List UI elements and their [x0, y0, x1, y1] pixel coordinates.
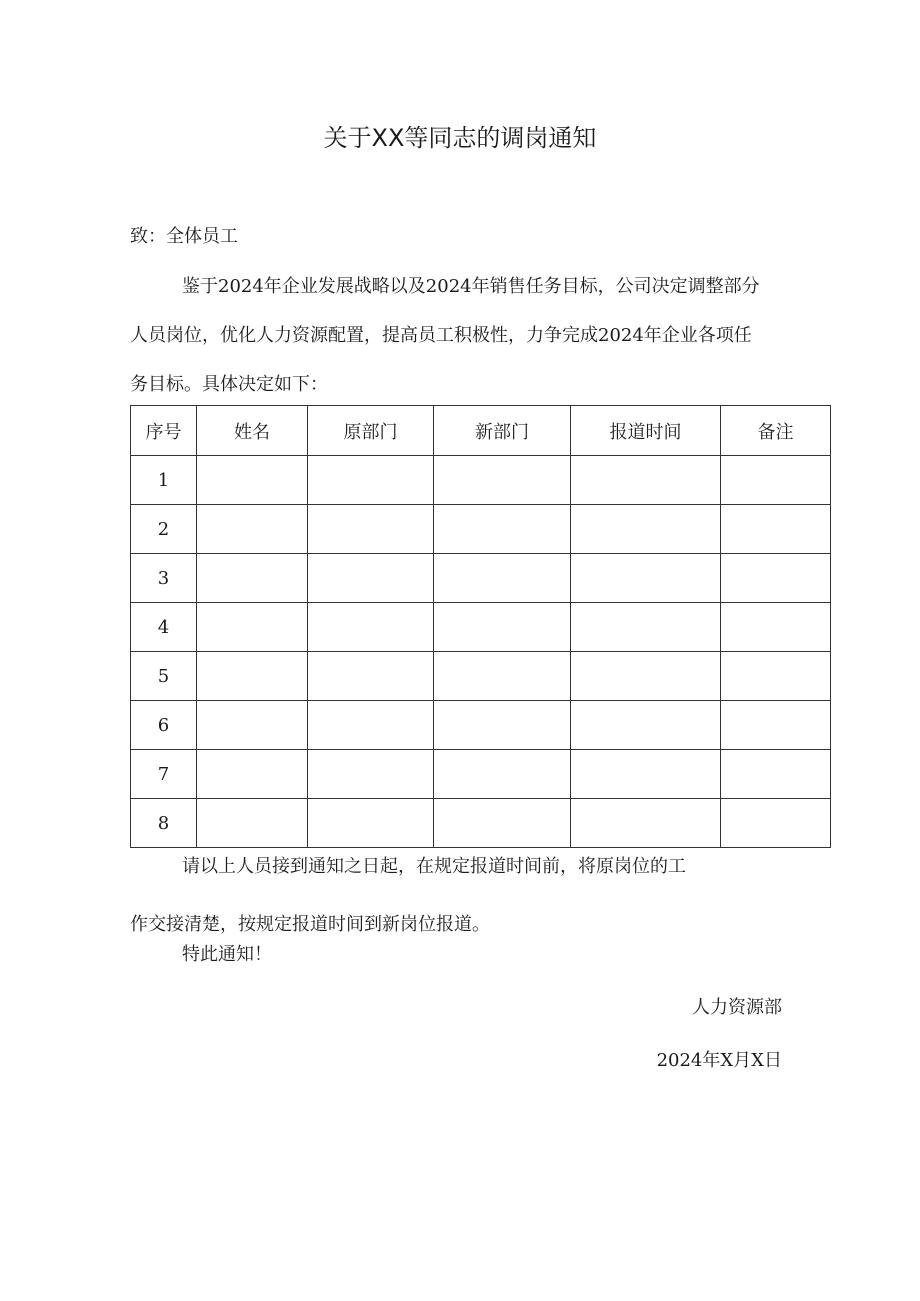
cell-index: 8	[131, 799, 197, 848]
cell-remarks	[721, 505, 831, 554]
document-title: 关于XX等同志的调岗通知	[323, 124, 597, 152]
cell-remarks	[721, 652, 831, 701]
header-remarks: 备注	[721, 406, 831, 456]
cell-new-department	[434, 456, 571, 505]
intro-line: 务目标。具体决定如下：	[130, 374, 328, 395]
cell-report-time	[571, 554, 721, 603]
cell-remarks	[721, 554, 831, 603]
cell-index: 2	[131, 505, 197, 554]
table-row	[131, 750, 831, 799]
cell-report-time	[571, 652, 721, 701]
cell-new-department	[434, 701, 571, 750]
cell-name	[197, 603, 308, 652]
cell-old-department	[308, 701, 434, 750]
cell-index: 1	[131, 456, 197, 505]
cell-report-time	[571, 701, 721, 750]
transfer-table	[130, 405, 831, 848]
cell-remarks	[721, 456, 831, 505]
signature-date: 2024年X月X日	[656, 1050, 782, 1071]
cell-old-department	[308, 554, 434, 603]
header-name: 姓名	[197, 406, 308, 456]
header-new-department: 新部门	[434, 406, 571, 456]
cell-report-time	[571, 505, 721, 554]
signature-department: 人力资源部	[692, 997, 782, 1018]
cell-index: 6	[131, 701, 197, 750]
recipient-line: 致：全体员工	[130, 226, 238, 247]
cell-new-department	[434, 505, 571, 554]
table-row	[131, 701, 831, 750]
cell-index: 4	[131, 603, 197, 652]
table-header-row	[131, 406, 831, 456]
intro-line: 人员岗位，优化人力资源配置，提高员工积极性，力争完成2024年企业各项任	[130, 325, 752, 346]
closing-line: 请以上人员接到通知之日起，在规定报道时间前，将原岗位的工	[182, 856, 686, 877]
cell-old-department	[308, 652, 434, 701]
cell-remarks	[721, 701, 831, 750]
cell-name	[197, 505, 308, 554]
table-row	[131, 554, 831, 603]
cell-name	[197, 701, 308, 750]
table-row	[131, 456, 831, 505]
header-report-time: 报道时间	[571, 406, 721, 456]
cell-index: 3	[131, 554, 197, 603]
cell-index: 7	[131, 750, 197, 799]
header-old-department: 原部门	[308, 406, 434, 456]
intro-paragraph	[130, 262, 830, 409]
table-row	[131, 652, 831, 701]
closing-paragraph	[130, 838, 830, 954]
cell-name	[197, 652, 308, 701]
cell-name	[197, 456, 308, 505]
cell-report-time	[571, 456, 721, 505]
cell-new-department	[434, 652, 571, 701]
cell-name	[197, 750, 308, 799]
closing-line: 作交接清楚，按规定报道时间到新岗位报道。	[130, 914, 490, 935]
cell-report-time	[571, 603, 721, 652]
cell-old-department	[308, 603, 434, 652]
cell-new-department	[434, 603, 571, 652]
cell-remarks	[721, 603, 831, 652]
header-index: 序号	[131, 406, 197, 456]
cell-new-department	[434, 554, 571, 603]
cell-index: 5	[131, 652, 197, 701]
cell-report-time	[571, 750, 721, 799]
cell-name	[197, 554, 308, 603]
cell-old-department	[308, 456, 434, 505]
notice-line: 特此通知！	[182, 944, 272, 965]
cell-old-department	[308, 750, 434, 799]
cell-remarks	[721, 750, 831, 799]
intro-line: 鉴于2024年企业发展战略以及2024年销售任务目标，公司决定调整部分	[182, 276, 760, 297]
table-row	[131, 603, 831, 652]
cell-new-department	[434, 750, 571, 799]
cell-old-department	[308, 505, 434, 554]
table-row	[131, 505, 831, 554]
